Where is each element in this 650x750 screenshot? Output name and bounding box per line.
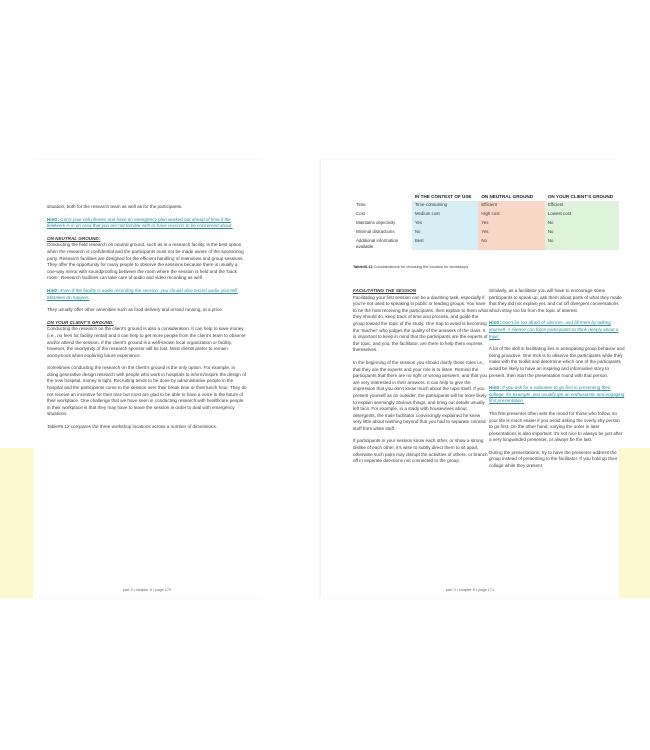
table-caption-text: Considerations for choosing the location for workshops — [372, 264, 469, 269]
table-caption-label: Table#6.12 — [353, 264, 373, 269]
table-row — [353, 201, 619, 210]
hint-paragraph — [47, 288, 247, 301]
right-page-footer: part 3 • chapter 6 • page 171 — [445, 588, 495, 592]
table-header-row — [353, 191, 619, 201]
body-paragraph: Table#6.12 compares the three workshop locations across a number of dimensions. — [47, 424, 218, 430]
cell-neutral: Yes — [478, 219, 545, 228]
table-row — [353, 210, 619, 219]
row-label: Additional information available — [356, 238, 399, 249]
cell-context: No — [412, 228, 479, 237]
table-row — [353, 219, 619, 228]
body-paragraph: Similarly, as a facilitator you will have to encourage some participants to speak up, ask them about parts of what they made that they did not explain yet, and cut off divergent conversations which stray too far from the topic of interest. — [489, 288, 622, 313]
left-page-footer: part 3 • chapter 6 • page 170 — [122, 588, 172, 592]
cell-context: Yes — [412, 219, 479, 228]
body-paragraph: The first presenter often sets the mood for those who follow, so your life is much easier if you avoid asking the overly shy person to go first. On the other hand, varying the order in later presentations is also important: it’s not nice to always be just after a very longwinded presenter, or always be the last. — [489, 410, 623, 443]
body-paragraph: Sometimes conducting the research on the client’s ground is the only option. For example, in doing generative design research with people who work in hospitals to inform/inspire the design of the new hospital, money is tight. Recruiting tends to be done by administrative people in the hospital and the participants come to the session over their break time or their lunch hour. They do not receive an incentive for their time but most are glad to be able to have a voice in the future of their workplace. One challenge that we have seen in conducting research with healthcare people in their workplace is that they may have to leave the session in order to deal with emergency situations. — [47, 365, 247, 417]
table-row — [353, 228, 619, 237]
table-header-blank — [353, 191, 412, 201]
right-page-right-column — [489, 288, 625, 476]
hint-label: Hint!: — [47, 216, 59, 222]
cell-context: Time-consuming — [412, 201, 479, 210]
hint-label: Hint!: — [489, 320, 501, 326]
table-header-context: IN THE CONTEXT OF USE — [414, 193, 472, 199]
cell-context: Best — [412, 237, 479, 250]
hint-label: Hint!: — [47, 287, 59, 293]
body-paragraph: Conducting the research on the client’s ground is also a consideration. It can help to save money (i.e., no fees for facility rental) and it can help to get more people from the client’s team to observe and/or attend the session. If the client’s ground is a well-known local organization or facility, however, the anonymity of the research sponsor will be lost. Most clients prefer to remain anonymous when exploring future experience. — [47, 326, 246, 358]
table-header-neutral: ON NEUTRAL GROUND — [481, 193, 534, 199]
hint-paragraph — [47, 217, 247, 230]
right-page-left-column — [353, 288, 489, 471]
book-spine-gap — [261, 160, 321, 598]
hint-text: Don’t be too afraid of silences, and fill them by talking yourself. A silence can force participants to think deeply about a topic. — [489, 320, 619, 339]
body-paragraph: Facilitating your first session can be a daunting task, especially if you’re not used to speaking in public or leading groups. You have to be the host receiving the participants, then explain to them what they should do, keep track of time and process, and guide the group toward the topic of the study. One trap to avoid is becoming the ‘teacher’ who judges the quality of the answers of the class. It is important to keep in mind that the participants are the experts of the topic, and you, the facilitator, are there to help them express themselves. — [353, 294, 488, 353]
row-label: Minimal distractions — [356, 229, 395, 234]
hint-text: Carry your cell phones and have an emergency plan worked out ahead of time if the fieldwork is in an area that you are not familiar with or have reasons to be concerned about. — [47, 216, 233, 229]
body-paragraph: In the beginning of the session you should clarify these roles i.e., that they are the experts and your role is to listen. Remind the participants that there are no right or wrong answers, and that you are very interested in their answers. It can help to give the impression that you don’t know much about the topic itself. If you present yourself as an outsider, the participants will be more likely to explain seemingly obvious things, and bring out details usually left tacit. For example, in a study with housewives about detergents, the male facilitator convincingly explained he knew very little about washing beyond that you had to separate colored stuff from white stuff. — [353, 359, 488, 431]
body-paragraph: A lot of the skill in facilitating lies in anticipating group behavior and being proactive. One trick is to observe the participants while they make with the toolkit and determine which one of the participants would be likely to have an inspiring and informative story to present, then start the presentation round with that person. — [489, 346, 625, 378]
cell-client: No — [545, 228, 619, 237]
table-header-client: ON YOUR CLIENT’S GROUND — [547, 193, 614, 199]
cell-neutral: Efficient — [478, 201, 545, 210]
hint-paragraph — [489, 320, 625, 340]
row-label: Cost — [356, 211, 366, 216]
body-paragraph: During the presentations, try to have the presenter address the group instead of presenting to the facilitator. If you hold up their collage while they present, — [489, 449, 618, 469]
section-heading: ON YOUR CLIENT’S GROUND: — [47, 319, 114, 325]
table-row — [353, 237, 619, 250]
cell-context: Medium cost — [412, 210, 479, 219]
cell-client: Lowest cost — [545, 210, 619, 219]
location-comparison-table — [353, 191, 619, 250]
row-label: Maintains objectivity — [356, 220, 396, 225]
cell-neutral: High cost — [478, 210, 545, 219]
section-heading: ON NEUTRAL GROUND: — [47, 235, 101, 241]
hint-label: Hint!: — [489, 385, 501, 391]
section-heading: FACILITATING THE SESSION — [353, 288, 417, 293]
body-paragraph: If participants in your session know each other, or show a strong dislike of each other, it’s wise to subtly direct them to sit apart, otherwise such pairs may disrupt the activities of others, or branch off in separate directions not connected to the group. — [353, 438, 488, 464]
cell-client: Efficient — [545, 201, 619, 210]
cell-neutral: No — [478, 237, 545, 250]
left-page — [33, 160, 261, 598]
table-caption — [353, 264, 468, 269]
body-paragraph: Conducting the field research on neutral ground, such as in a research facility, is the best option when the research is confidential and the participants must not be made aware of the sponsoring party. Research facilities are designed for the efficient handling of interviews and group sessions. They offer the opportunity for many people to observe the sessions because there is usually a one-way mirror with soundproofing between the room where the session is held and the ‘back room’. Research facilities can take care of audio and video recording as well. — [47, 242, 244, 281]
hint-text: Even if the facility is audio recording the session, you should also record audio yourself. Mistakes do happen. — [47, 287, 238, 300]
cell-neutral: Yes — [478, 228, 545, 237]
body-paragraph: situation, both for the research team as well as for the participants. — [47, 204, 183, 209]
hint-text: If you ask for a volunteer to go first in presenting their collage, for example, you usually get an enthusiastic and engaging first presentation. — [489, 385, 625, 404]
cell-client: No — [545, 219, 619, 228]
hint-paragraph — [489, 385, 625, 405]
body-paragraph: They usually offer other amenities such as food delivery and errand running, at a price. — [47, 307, 224, 313]
right-page — [321, 160, 625, 598]
left-page-content — [47, 204, 247, 431]
row-label: Time — [356, 202, 366, 207]
cell-client: No — [545, 237, 619, 250]
